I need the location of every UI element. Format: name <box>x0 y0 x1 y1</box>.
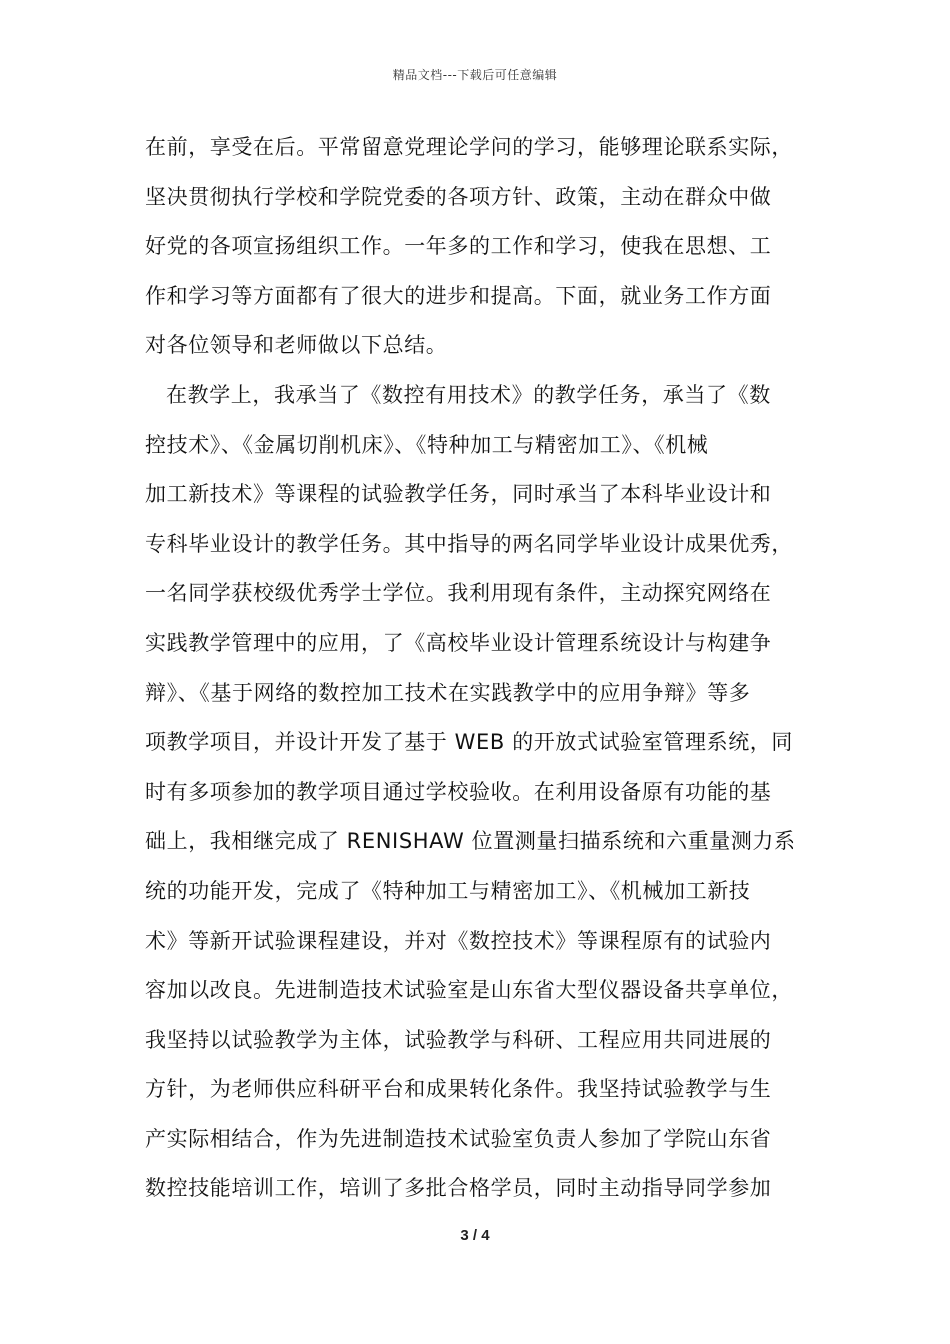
text-line: 对各位领导和老师做以下总结。 <box>145 333 448 358</box>
text-line: 时有多项参加的教学项目通过学校验收。在利用设备原有功能的基 <box>145 779 772 804</box>
text-line: 产实际相结合，作为先进制造技术试验室负责人参加了学院山东省 <box>145 1126 772 1151</box>
page-header: 精品文档---下载后可任意编辑 <box>392 68 558 82</box>
text-line: 统的功能开发，完成了《特种加工与精密加工》、《机械加工新技 <box>145 878 751 903</box>
text-line: 数控技能培训工作，培训了多批合格学员，同时主动指导同学参加 <box>145 1176 772 1201</box>
text-line: 我坚持以试验教学为主体，试验教学与科研、工程应用共同进展的 <box>145 1027 772 1052</box>
paragraph-first-line: 在教学上，我承当了《数控有用技术》的教学任务，承当了《数 <box>166 382 771 407</box>
text-line: 辩》、《基于网络的数控加工技术在实践教学中的应用争辩》等多 <box>145 680 751 705</box>
text-line: 专科毕业设计的教学任务。其中指导的两名同学毕业设计成果优秀， <box>145 531 793 556</box>
text-line: 好党的各项宣扬组织工作。一年多的工作和学习，使我在思想、工 <box>145 234 772 259</box>
text-line: 在前，享受在后。平常留意党理论学问的学习，能够理论联系实际， <box>145 135 793 159</box>
text-line: 加工新技术》等课程的试验教学任务，同时承当了本科毕业设计和 <box>145 482 772 507</box>
text-line: 项教学项目，并设计开发了基于 WEB 的开放式试验室管理系统，同 <box>145 730 793 755</box>
text-line: 坚决贯彻执行学校和学院党委的各项方针、政策，主动在群众中做 <box>145 184 772 209</box>
text-line: 一名同学获校级优秀学士学位。我利用现有条件，主动探究网络在 <box>145 581 772 606</box>
text-line: 术》等新开试验课程建设，并对《数控技术》等课程原有的试验内 <box>145 928 772 953</box>
document-body <box>145 128 810 1219</box>
text-line: 实践教学管理中的应用，了《高校毕业设计管理系统设计与构建争 <box>145 630 772 655</box>
text-line: 作和学习等方面都有了很大的进步和提高。下面，就业务工作方面 <box>145 283 772 308</box>
page-number: 3 / 4 <box>460 1227 490 1244</box>
text-line: 方针，为老师供应科研平台和成果转化条件。我坚持试验教学与生 <box>145 1077 772 1102</box>
text-line: 础上，我相继完成了 RENISHAW 位置测量扫描系统和六重量测力系 <box>145 829 796 854</box>
text-line: 容加以改良。先进制造技术试验室是山东省大型仪器设备共享单位， <box>145 978 793 1003</box>
text-line: 控技术》、《金属切削机床》、《特种加工与精密加工》、《机械 <box>145 432 709 457</box>
